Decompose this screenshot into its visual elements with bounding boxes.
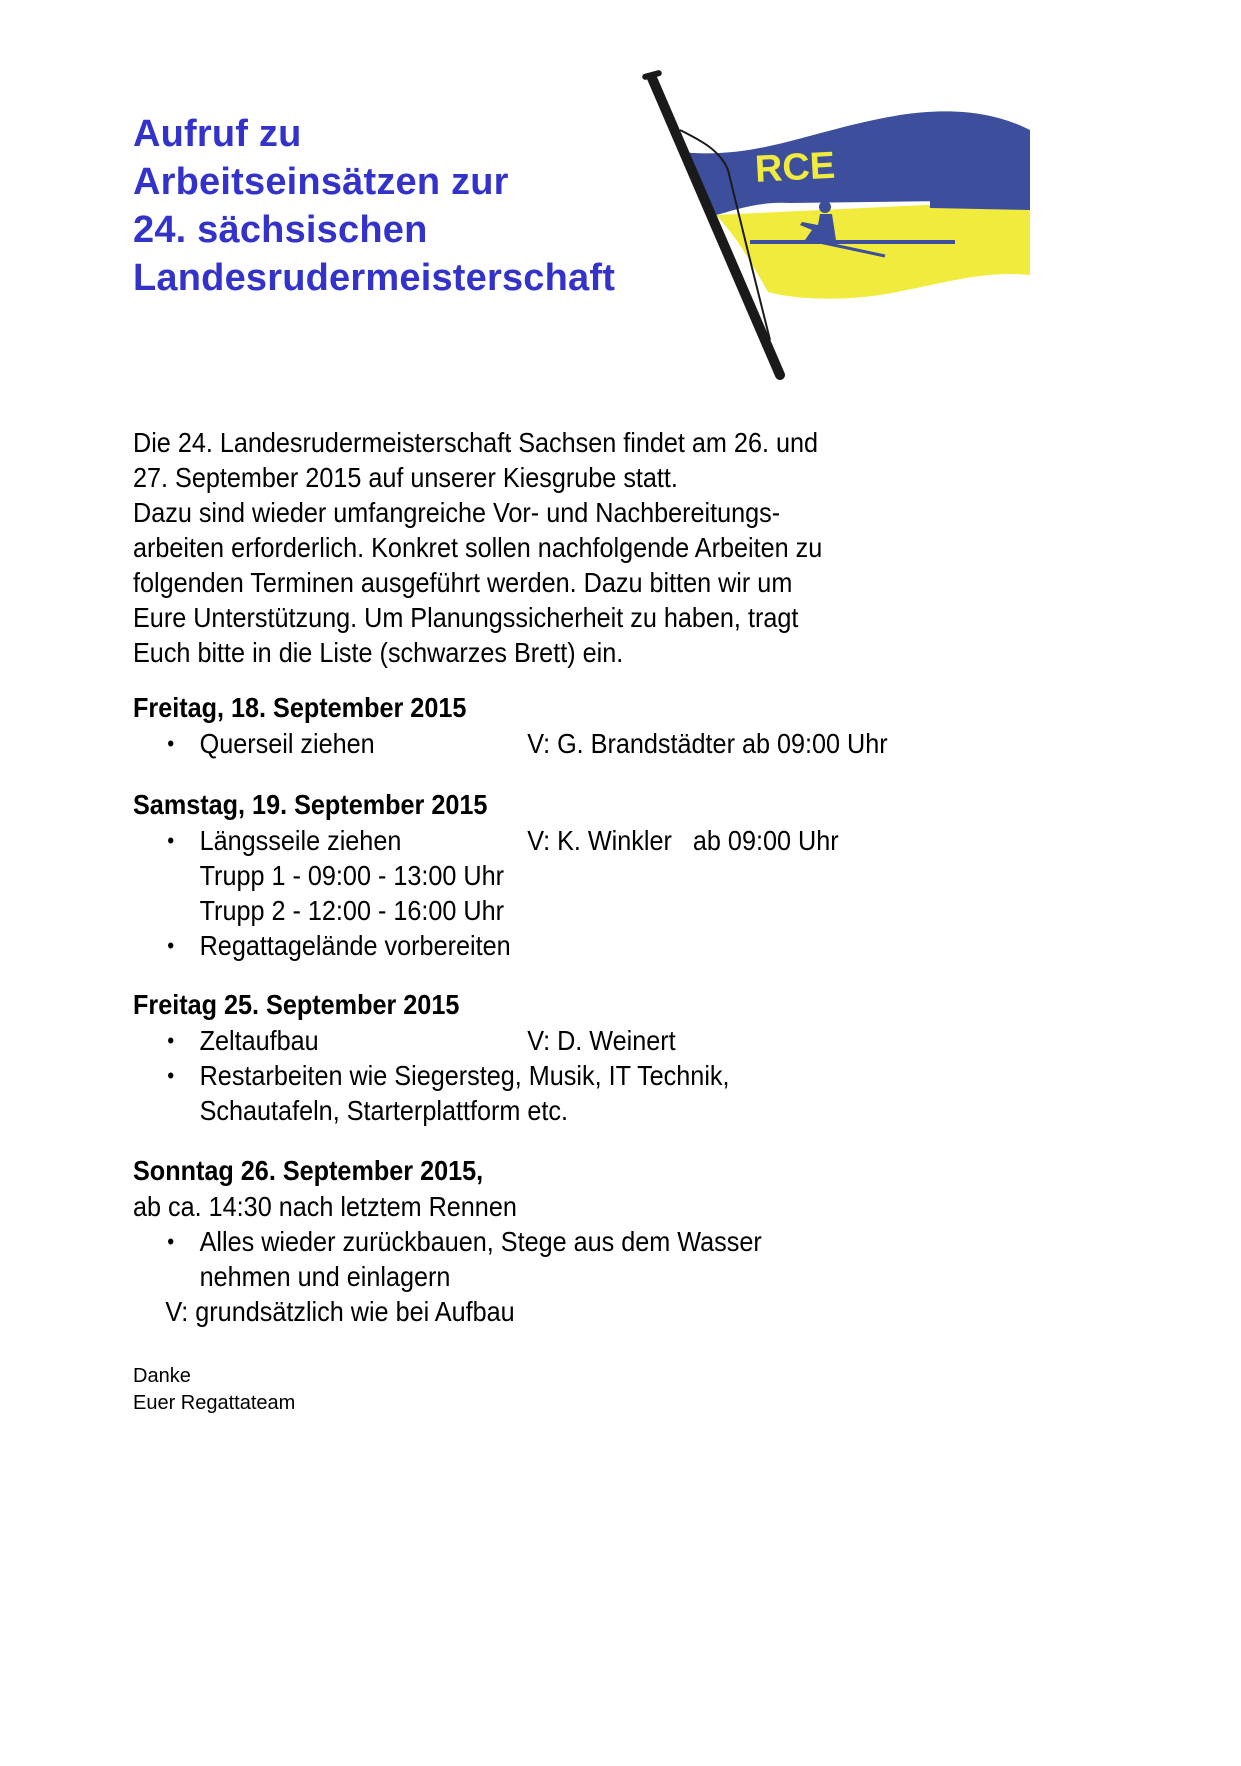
intro-line: Euch bitte in die Liste (schwarzes Brett) ein. (133, 637, 624, 668)
task-label: Alles wieder zurückbauen, Stege aus dem Wasser (199, 1226, 762, 1257)
title-line: Landesrudermeisterschaft (133, 257, 616, 299)
flag-yellow-field (716, 200, 1030, 299)
responsible-label: V: K. Winkler ab 09:00 Uhr (527, 825, 839, 856)
logo-text: RCE (753, 144, 837, 191)
title-line: 24. sächsischen (133, 209, 428, 251)
page-title (133, 110, 615, 302)
rower-head (819, 201, 831, 213)
section-heading: Samstag, 19. September 2015 (133, 789, 488, 820)
task-label: Querseil ziehen (199, 728, 375, 759)
responsible-label: V: G. Brandstädter ab 09:00 Uhr (527, 728, 888, 759)
list-item (133, 726, 988, 761)
task-label: Restarbeiten wie Siegersteg, Musik, IT Technik, (199, 1060, 730, 1091)
bullet-icon: • (167, 731, 175, 756)
list-item (133, 823, 988, 928)
intro-paragraph (133, 425, 943, 670)
title-line: Arbeitseinsätzen zur (133, 161, 509, 203)
bullet-icon: • (167, 828, 175, 853)
bullet-icon: • (167, 1229, 175, 1254)
rowing-club-flag-icon (640, 70, 1040, 390)
intro-line: arbeiten erforderlich. Konkret sollen nachfolgende Arbeiten zu (133, 532, 823, 563)
section-heading: Sonntag 26. September 2015, (133, 1155, 484, 1186)
title-line: Aufruf zu (133, 113, 302, 155)
task-detail: Trupp 1 - 09:00 - 13:00 Uhr (199, 860, 505, 891)
list-item (133, 928, 988, 963)
schedule-section (133, 1153, 988, 1329)
section-heading: Freitag, 18. September 2015 (133, 692, 467, 723)
list-item (133, 1224, 988, 1294)
water-line (750, 240, 955, 244)
task-detail: Trupp 2 - 12:00 - 16:00 Uhr (199, 895, 505, 926)
task-detail: nehmen und einlagern (199, 1261, 451, 1292)
schedule-section (133, 987, 988, 1128)
intro-line: Dazu sind wieder umfangreiche Vor- und Nachbereitungs- (133, 497, 781, 528)
task-label: Längsseile ziehen (199, 825, 402, 856)
list-item (133, 1023, 988, 1058)
section-subheading: ab ca. 14:30 nach letztem Rennen (133, 1191, 517, 1222)
signature (133, 1363, 295, 1417)
schedule-section (133, 787, 988, 963)
list-item (133, 1058, 988, 1128)
signature-line: Danke (133, 1365, 191, 1387)
responsible-label: V: D. Weinert (527, 1025, 676, 1056)
intro-line: 27. September 2015 auf unserer Kiesgrube statt. (133, 462, 678, 493)
task-label: Regattagelände vorbereiten (199, 930, 511, 961)
signature-line: Euer Regattateam (133, 1392, 296, 1414)
intro-line: folgenden Terminen ausgeführt werden. Dazu bitten wir um (133, 567, 793, 598)
task-detail: Schautafeln, Starterplattform etc. (199, 1095, 568, 1126)
bullet-icon: • (167, 1028, 175, 1053)
bullet-icon: • (167, 1063, 175, 1088)
bullet-icon: • (167, 933, 175, 958)
section-note: V: grundsätzlich wie bei Aufbau (165, 1296, 515, 1327)
schedule-section (133, 690, 988, 761)
intro-line: Eure Unterstützung. Um Planungssicherheit zu haben, tragt (133, 602, 799, 633)
intro-line: Die 24. Landesrudermeisterschaft Sachsen findet am 26. und (133, 427, 819, 458)
task-label: Zeltaufbau (199, 1025, 319, 1056)
section-heading: Freitag 25. September 2015 (133, 989, 460, 1020)
